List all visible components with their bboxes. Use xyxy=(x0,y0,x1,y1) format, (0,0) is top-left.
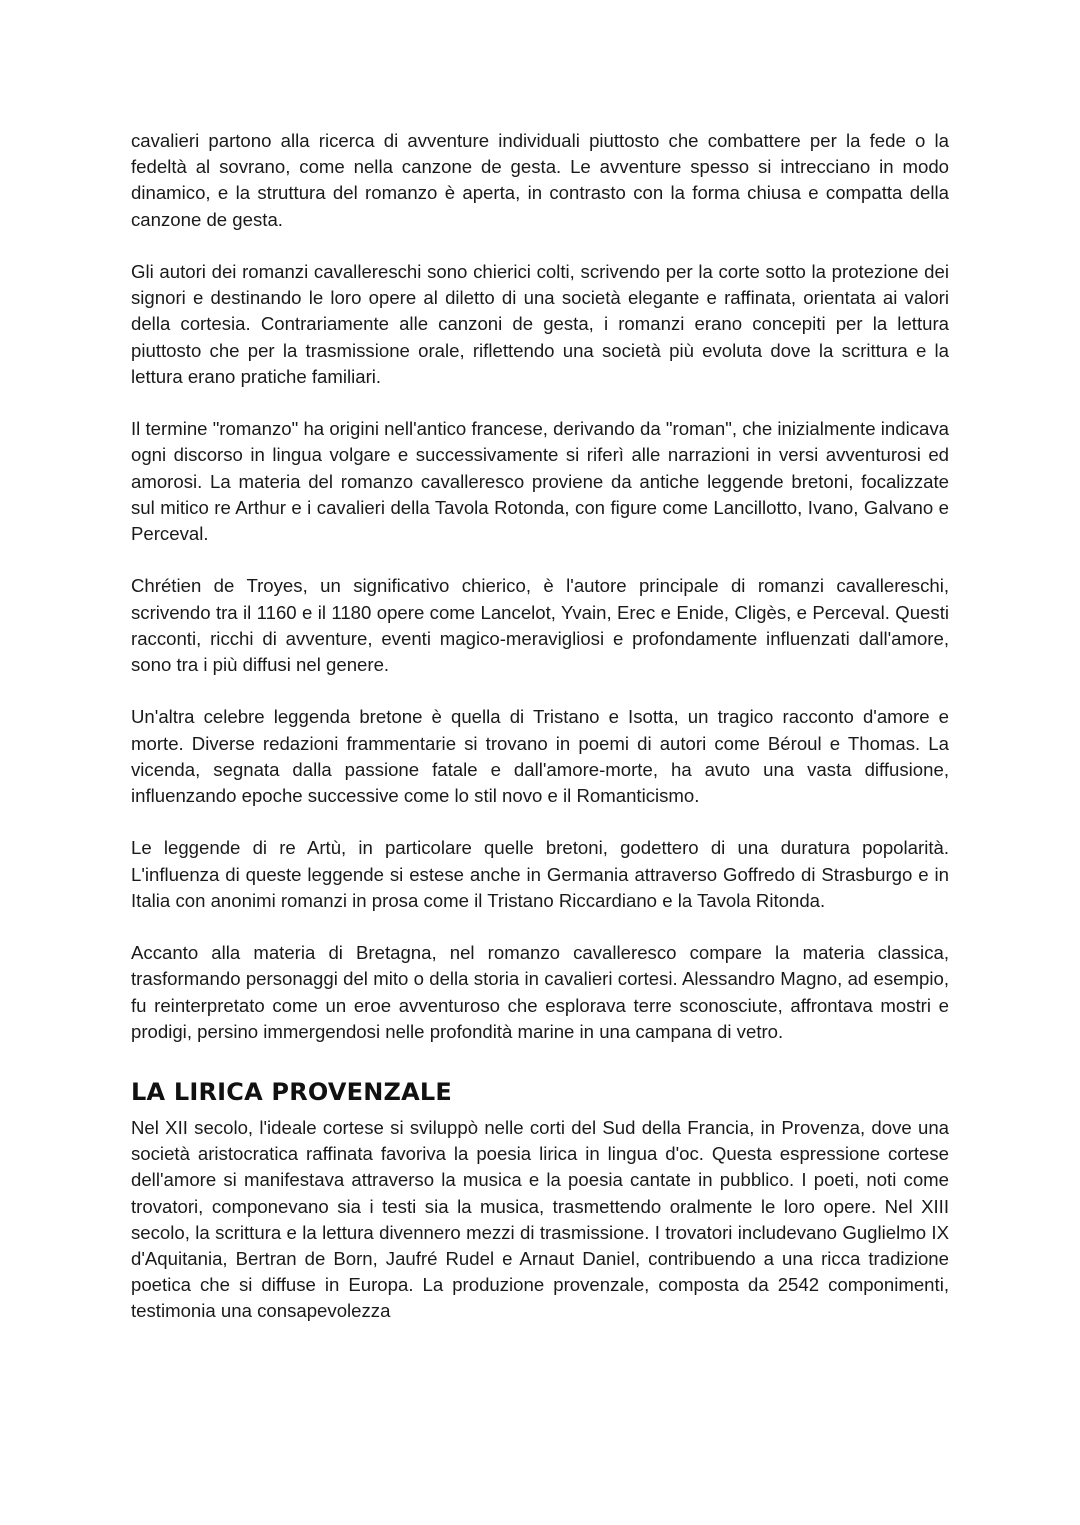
paragraph-materia-classica: Accanto alla materia di Bretagna, nel romanzo cavalleresco compare la materia classica, trasformando personaggi del mito o della storia in cavalieri cortesi. Alessandro Magno, ad esempio, fu reinterpretato come un eroe avventuroso che esplorava terre sconosciute, affrontava mostri e prodigi, persino immergendosi nelle profondità marine in una campana di vetro. xyxy=(131,942,949,1042)
document-page xyxy=(131,128,949,1325)
paragraph-knights-adventures: cavalieri partono alla ricerca di avventure individuali piuttosto che combattere per la fede o la fedeltà al sovrano, come nella canzone de gesta. Le avventure spesso si intrecciano in modo dinamico, e la struttura del romanzo è aperta, in contrasto con la forma chiusa e compatta della canzone de gesta. xyxy=(131,130,949,230)
section-heading: LA LIRICA PROVENZALE xyxy=(131,1078,452,1107)
paragraph-chretien-de-troyes: Chrétien de Troyes, un significativo chierico, è l'autore principale di romanzi cavallereschi, scrivendo tra il 1160 e il 1180 opere come Lancelot, Yvain, Erec e Enide, Cligès, e Perceval. Questi racconti, ricchi di avventure, eventi magico-meravigliosi e profondamente influenzati dall'amore, sono tra i più diffusi nel genere. xyxy=(131,575,949,676)
paragraph-lirica-provenzale: Nel XII secolo, l'ideale cortese si sviluppò nelle corti del Sud della Francia, in Provenza, dove una società aristocratica raffinata favoriva la poesia lirica in lingua d'oc. Questa espressione cortese dell'amore si manifestava attraverso la musica e la poesia cantate in pubblico. I poeti, noti come trovatori, componevano sia i testi sia la musica, trasmettendo oralmente le loro opere. Nel XIII secolo, la scrittura e la lettura divennero mezzi di trasmissione. I trovatori includevano Guglielmo IX d'Aquitania, Bertran de Born, Jaufré Rudel e Arnaut Daniel, contribuendo a una ricca tradizione poetica che si diffuse in Europa. La produzione provenzale, composta da 2542 componimenti, testimonia una consapevolezza xyxy=(131,1117,949,1322)
paragraph-authors-clerics: Gli autori dei romanzi cavallereschi sono chierici colti, scrivendo per la corte sotto la protezione dei signori e destinando le loro opere al diletto di una società elegante e raffinata, orientata ai valori della cortesia. Contrariamente alle canzoni de gesta, i romanzi erano concepiti per la lettura piuttosto che per la trasmissione orale, riflettendo una società più evoluta dove la scrittura e la lettura erano pratiche familiari. xyxy=(131,261,949,387)
paragraph-re-artu: Le leggende di re Artù, in particolare quelle bretoni, godettero di una duratura popolarità. L'influenza di queste leggende si estese anche in Germania attraverso Goffredo di Strasburgo e in Italia con anonimi romanzi in prosa come il Tristano Riccardiano e la Tavola Ritonda. xyxy=(131,837,949,911)
paragraph-tristano-isotta: Un'altra celebre leggenda bretone è quella di Tristano e Isotta, un tragico racconto d'amore e morte. Diverse redazioni frammentarie si trovano in poemi di autori come Béroul e Thomas. La vicenda, segnata dalla passione fatale e dall'amore-morte, ha avuto una vasta diffusione, influenzando epoche successive come lo stil novo e il Romanticismo. xyxy=(131,706,949,807)
paragraph-term-romanzo: Il termine "romanzo" ha origini nell'antico francese, derivando da "roman", che inizialmente indicava ogni discorso in lingua volgare e successivamente si riferì alle narrazioni in versi avventurosi ed amorosi. La materia del romanzo cavalleresco proviene da antiche leggende bretoni, focalizzate sul mitico re Arthur e i cavalieri della Tavola Rotonda, con figure come Lancillotto, Ivano, Galvano e Perceval. xyxy=(131,418,949,545)
